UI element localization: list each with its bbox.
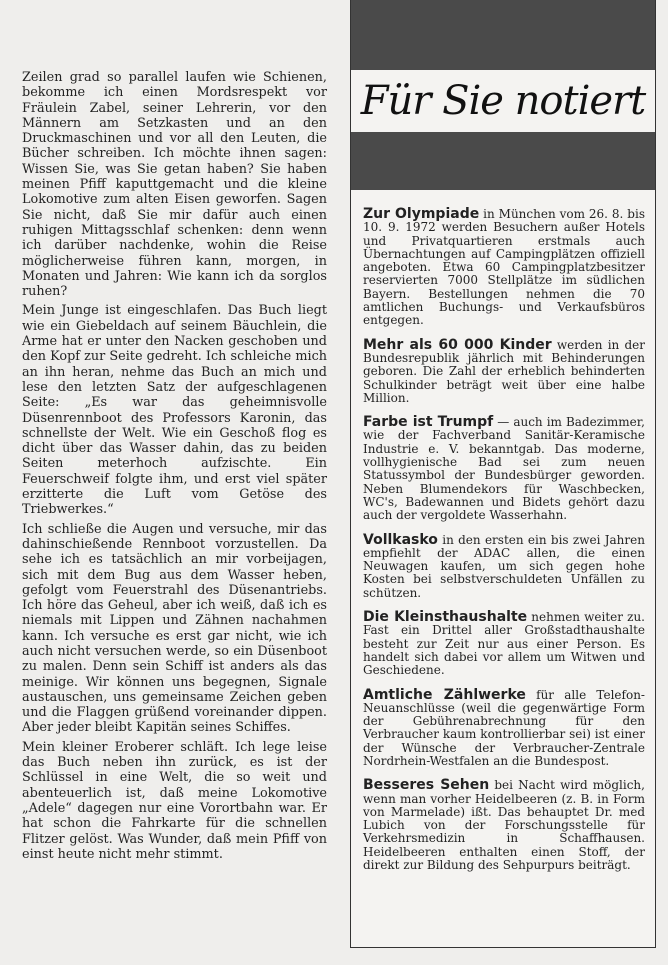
- notes-title: Für Sie notiert: [360, 78, 646, 124]
- note-body: in den ersten ein bis zwei Jahren empfiehlt der ADAC allen, die einen Neuwagen kaufen, um sich gegen hohe Kosten bei selbstverschuldeten Unfällen zu schützen.: [363, 532, 645, 600]
- note-body: werden in der Bundesrepublik jährlich mit Behinderungen geboren. Die Zahl der erheblich behinderten Schulkinder beträgt weit über eine halbe Million.: [363, 337, 645, 405]
- note-entry: [363, 779, 645, 872]
- note-heading: Die Kleinsthaushalte: [363, 609, 528, 626]
- note-body: bei Nacht wird möglich, wenn man vorher Heidelbeeren (z. B. in Form von Marmelade) ißt. Das behauptet Dr. med Lubich von der Forschungsstelle für Verkehrsmedizin in Schaffhausen. Heidelbeeren enthalten einen Stoff, der direkt zur Bildung des Sehpurpurs beiträgt.: [363, 778, 645, 873]
- note-heading: Mehr als 60 000 Kinder: [363, 336, 552, 353]
- notes-box: [350, 0, 656, 948]
- note-body: nehmen weiter zu. Fast ein Drittel aller Großstadthaushalte besteht zur Zeit nur aus einer Person. Es handelt sich dabei vor allem um Witwen und Geschiedene.: [363, 610, 645, 678]
- article-paragraph: Ich schließe die Augen und versuche, mir das dahinschießende Rennboot vorzustellen. Da sehe ich es tatsächlich an mir vorbeijagen, sich mit dem Bug aus dem Wasser heben, gefolgt vom Feuerstrahl des Düsenantriebs. Ich höre das Geheul, aber ich weiß, daß ich es niemals mit Lippen und Zähnen nachahmen kann. Ich versuche es erst gar nicht, wie ich auch nicht versuchen werde, so ein Düsenboot zu malen. Denn sein Schiff ist anders als das meinige. Wir können uns begegnen, Signale austauschen, uns gemeinsame Zeichen geben und die Flaggen grüßend voreinander dippen. Aber jeder bleibt Kapitän seines Schiffes.: [22, 521, 327, 736]
- note-entry: [363, 336, 645, 405]
- notes-entries: [351, 190, 655, 872]
- notes-box-header: [351, 0, 655, 190]
- article-column: [22, 70, 327, 866]
- note-heading: Besseres Sehen: [363, 777, 490, 794]
- note-heading: Vollkasko: [363, 531, 438, 548]
- note-heading: Zur Olympiade: [363, 206, 480, 222]
- note-body: in München vom 26. 8. bis 10. 9. 1972 werden Besuchern außer Hotels und Privatquartieren erstmals auch Übernachtungen auf Campingplätzen offiziell angeboten. Etwa 60 Campingplatzbesitzer reservierten 7000 Stellplätze im südlichen Bayern. Bestellungen nehmen die 70 amtlichen Buchungs- und Verkaufsbüros entgegen.: [363, 207, 645, 328]
- note-heading: Amtliche Zählwerke: [363, 686, 526, 703]
- note-entry: [363, 416, 645, 522]
- article-paragraph: Zeilen grad so parallel laufen wie Schienen, bekomme ich einen Mordsrespekt vor Fräulein Zabel, seiner Lehrerin, vor den Männern am Setzkasten und an den Druckmaschinen und vor all den Leuten, die Bücher schreiben. Ich möchte ihnen sagen: Wissen Sie, was Sie getan haben? Sie haben meinen Pfiff kaputtgemacht und die kleine Lokomotive zum alten Eisen geworfen. Sagen Sie nicht, daß Sie mir dafür auch einen ruhigen Mittagsschlaf schenken: denn wenn ich darüber nachdenke, wohin die Reise möglicherweise führen kann, morgen, in Monaten und Jahren: Wie kann ich da sorglos ruhen?: [22, 70, 327, 300]
- article-paragraph: Mein Junge ist eingeschlafen. Das Buch liegt wie ein Giebeldach auf seinem Bäuchlein, die Arme hat er unter den Nacken geschoben und den Kopf zur Seite gedreht. Ich schleiche mich an ihn heran, nehme das Buch an mich und lese den letzten Satz der aufgeschlagenen Seite: „Es war das geheimnisvolle Düsenrennboot des Professors Karonin, das schnellste der Welt. Wie ein Geschoß flog es dicht über das Wasser dahin, das zu beiden Seiten meterhoch aufzischte. Ein Feuerschweif folgte ihm, und erst viel später erzitterte die Luft vom Getöse des Triebwerkes.“: [22, 303, 327, 518]
- note-entry: [363, 208, 645, 328]
- note-entry: [363, 686, 645, 769]
- note-entry: [363, 531, 645, 600]
- article-paragraph: Mein kleiner Eroberer schläft. Ich lege leise das Buch neben ihn zurück, es ist der Schlüssel in eine Welt, die so weit und abenteuerlich ist, daß meine Lokomotive „Adele“ dagegen nur eine Vorortbahn war. Er hat schon die Fahrkarte für die schnellen Flitzer gelöst. Was Wunder, daß mein Pfiff von einst heute nicht mehr stimmt.: [22, 739, 327, 862]
- notes-title-band: [351, 70, 655, 132]
- note-entry: [363, 611, 645, 677]
- note-body: für alle Telefon-Neuanschlüsse (weil die gegenwärtige Form der Gebührenabrechnung für den Verbraucher kaum kontrollierbar sei) ist einer der Wünsche der Verbraucher-Zentrale Nordrhein-Westfalen an die Bundespost.: [363, 687, 645, 768]
- note-body: — auch im Badezimmer, wie der Fachverband Sanitär-Keramische Industrie e. V. bekanntgab. Das moderne, vollhygienische Bad sei zum neuen Statussymbol der Bundesbürger geworden. Neben Blumendekors für Waschbecken, WC's, Badewannen und Bidets gehört dazu auch der vergoldete Wasserhahn.: [363, 415, 645, 523]
- note-heading: Farbe ist Trumpf: [363, 414, 494, 431]
